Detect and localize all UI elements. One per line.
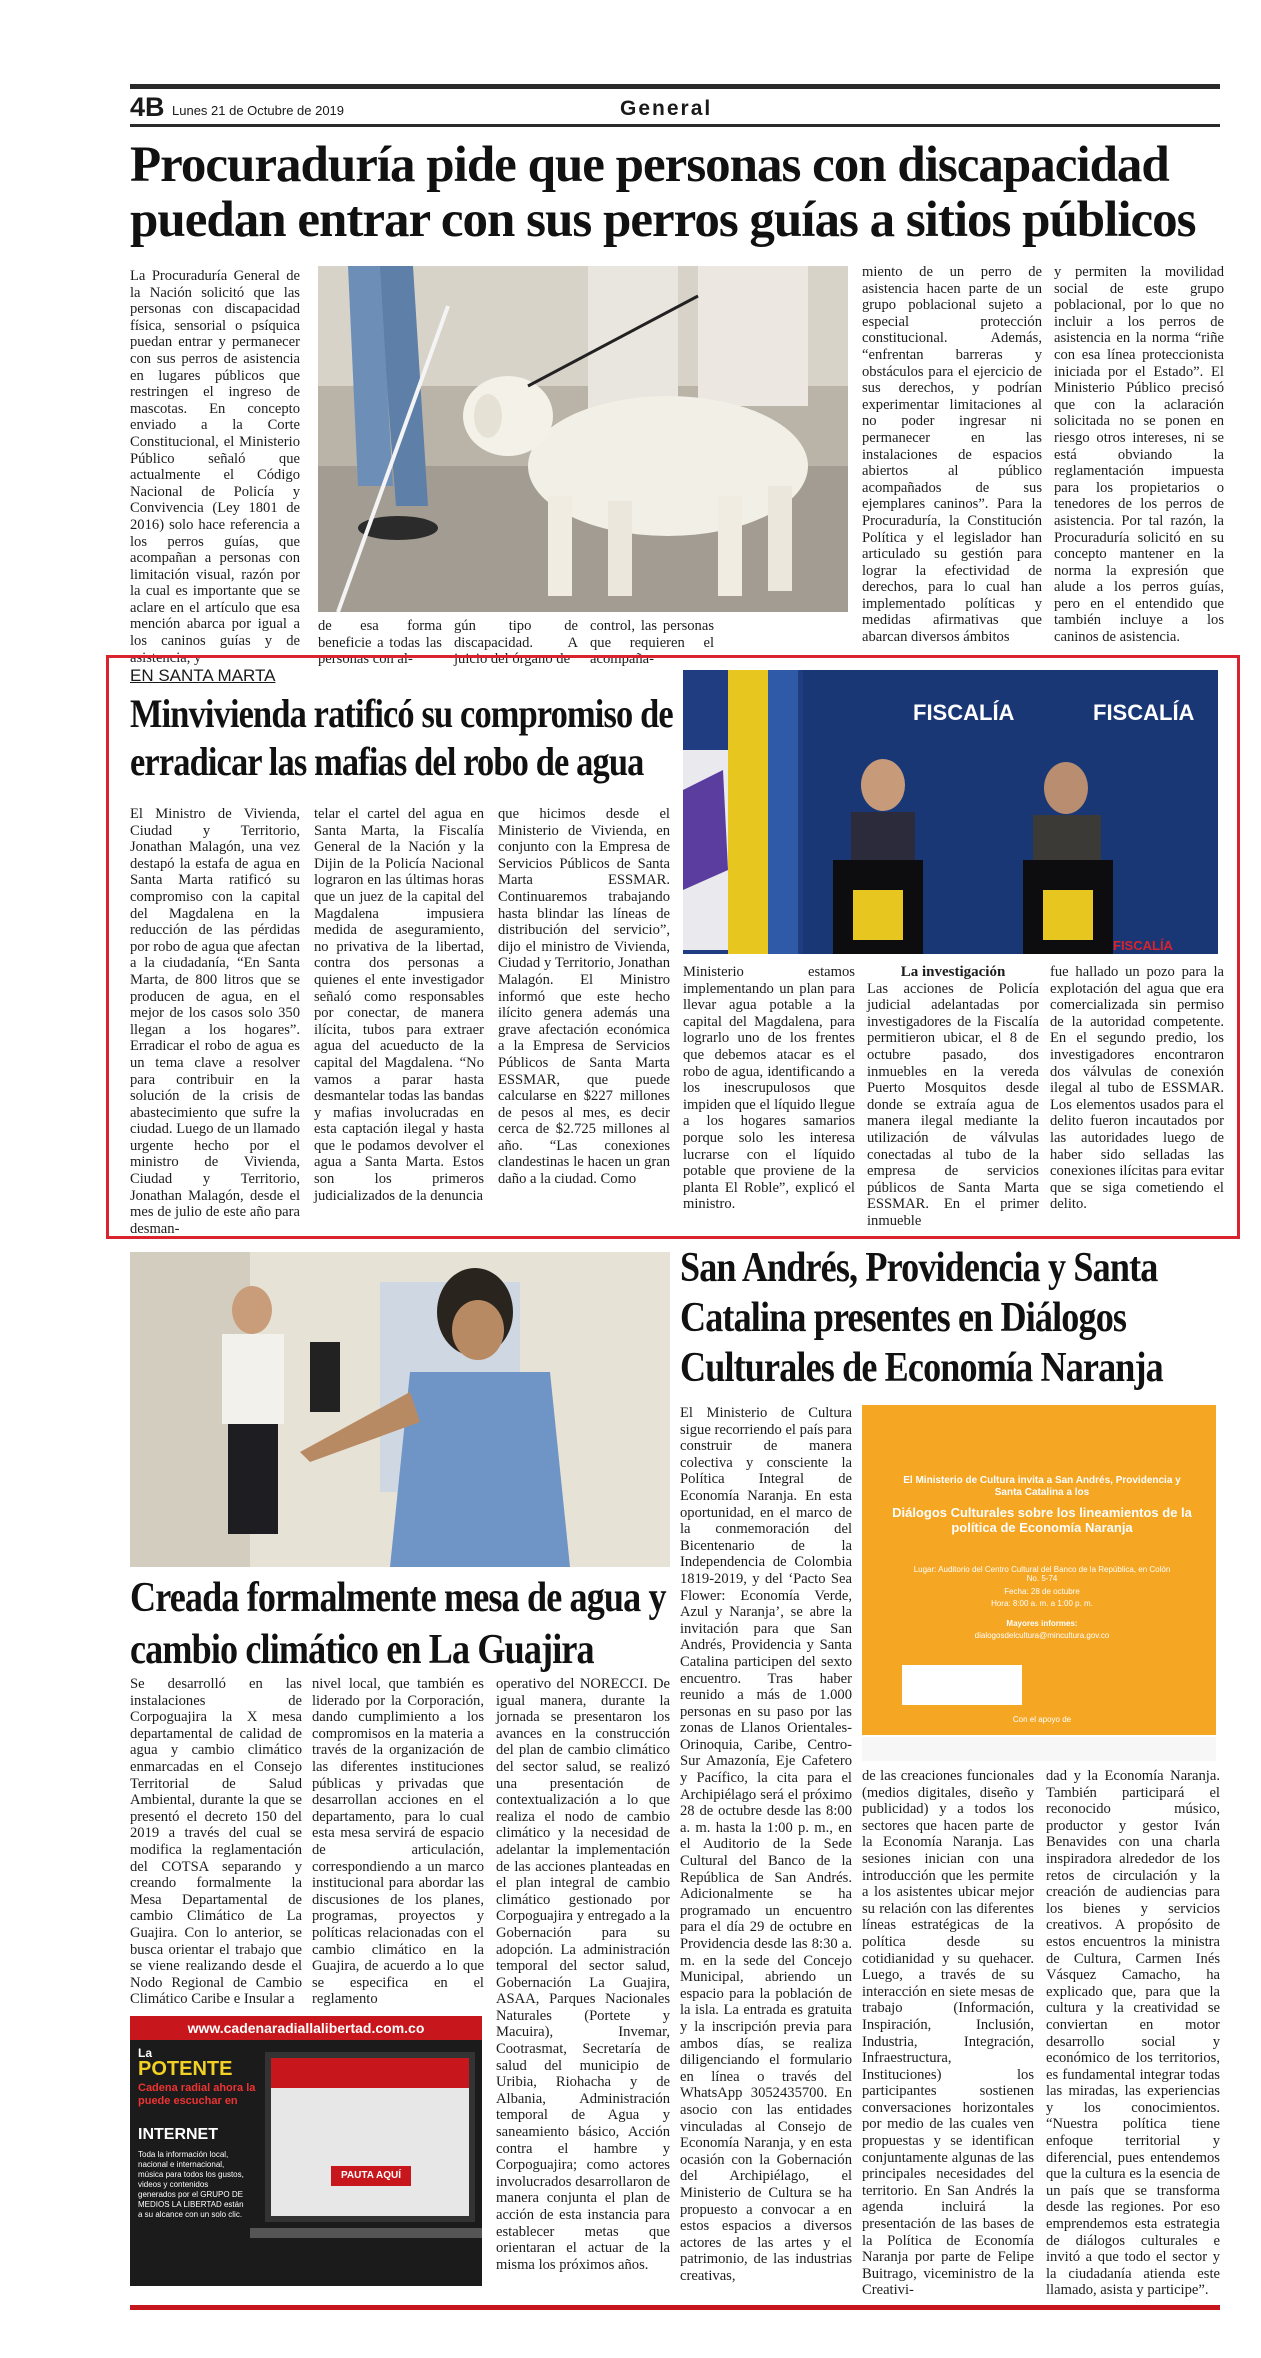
poster-support: Con el apoyo de (1012, 1715, 1072, 1724)
article4-column-1: Se desarrolló en las instalaciones de Corpoguajira la X mesa departamental de calidad de agua y cambio climático enmarcadas en el Consejo Territorial de Salud Ambiental, durante la que se presentó el decreto 150 del 2019 a través del cual se modifica la reglamentación del COTSA separando y creando formalmente la Mesa Departamental de cambio Climático de La Guajira. Con lo anterior, se busca orientar el trabajo que se viene realizando desde el Nodo Regional de Cambio Climático Caribe e Insular a (130, 1676, 302, 2008)
poster-title: Diálogos Culturales sobre los lineamientos de la política de Economía Naranja (892, 1505, 1192, 1535)
guide-dog-photo (318, 266, 848, 612)
guajira-meeting-photo (130, 1252, 670, 1567)
page-number: 4B (130, 92, 165, 122)
article3-headline: San Andrés, Providencia y Santa Catalina presentes en Diálogos Culturales de Economía Naranja (680, 1245, 1163, 1391)
poster-header: El Ministerio de Cultura invita a San Andrés, Providencia y Santa Catalina a los (903, 1475, 1181, 1498)
ad-url[interactable]: www.cadenaradiallalibertad.com.co (130, 2016, 482, 2040)
poster-info-label: Mayores informes: (1006, 1619, 1078, 1628)
ad-body: Toda la información local, nacional e internacional, música para todos los gustos, videos y contenidos generados por el GRUPO DE MEDIOS LA LIBERTAD están a su alcance con un solo clic. (138, 2150, 244, 2219)
issue-date: Lunes 21 de Octubre de 2019 (172, 103, 345, 118)
radio-ad[interactable] (130, 2016, 482, 2286)
ad-tag-4: INTERNET (138, 2126, 218, 2143)
poster-date: Fecha: 28 de octubre (1004, 1587, 1080, 1596)
section-name: General (620, 97, 713, 120)
photo-sign-left: FISCALÍA (913, 700, 1015, 725)
page-bottom-rule (130, 2305, 1220, 2310)
article2-column-2: telar el cartel del agua en Santa Marta, la Fiscalía General de la Nación y la Dijin de la Policía Nacional lograron en las últimas horas que un juez de la capital del Magdalena impusiera medida de aseguramiento, no privativa de la libertad, contra dos personas a quienes el ente investigador señaló como responsables por conectar, de manera ilícita, tubos para extraer agua del acueducto de la capital del Magdalena. “No vamos a parar hasta desmantelar todas las bandas y mafias involucradas en esta captación ilegal y hasta que le podamos devolver el agua a Santa Marta. Estos son los primeros judicializados de la denuncia (314, 806, 484, 1204)
article2-column-3: que hicimos desde el Ministerio de Vivienda, en conjunto con la Empresa de Servicios Públicos de Santa Marta ESSMAR. Continuaremos trabajando hasta blindar las líneas de distribución del servicio”, dijo el ministro de Vivienda, Ciudad y Territorio, Jonathan Malagón. El Ministro informó que este hecho ilícito genera además una grave afectación económica a la Empresa de Servicios Públicos de Santa Marta ESSMAR, que puede calcularse en $227 millones de pesos al mes, es decir cerca de $2.725 millones al año. “Las conexiones clandestinas le hacen un gran daño a la ciudad. Como (498, 806, 670, 1188)
podium-label: FISCALÍA (1113, 938, 1173, 953)
article1-headline: Procuraduría pide que personas con discapacidad puedan entrar con sus perros guías a sitios públicos (130, 137, 1196, 248)
photo-sign-right: FISCALÍA (1093, 700, 1195, 725)
article1-column-6: y permiten la movilidad social de este grupo poblacional, por lo que no incluir a los perros de asistencia en la norma “riñe con esa línea proteccionista iniciada por el Estado”. El Ministerio Público precisó que con la aclaración solicitada no se ponen en riesgo otros intereses, ni se está obviando la reglamentación impuesta para los propietarios o tenedores de los perros de asistencia. Por tal razón, la Procuraduría solicitó en su concepto mantener en la norma la expresión que alude a los perros guías, pero en el entendido que también incluye a los caninos de asistencia. (1054, 264, 1224, 646)
article2-column-1: El Ministro de Vivienda, Ciudad y Territorio, Jonathan Malagón, una vez destapó la estafa de agua en Santa Marta ratificó su compromiso con la capital del Magdalena en la reducción de las pérdidas por robo de agua que afectan a la ciudadanía, “En Santa Marta, de 800 litros que se producen de agua, en el mejor de los casos solo 350 llegan a los hogares”. Erradicar el robo de agua es un tema clave a resolver para contribuir en la solución de la crisis de abastecimiento que sufre la ciudad. Luego de un llamado urgente hecho por el ministro de Vivienda, Ciudad y Territorio, Jonathan Malagón, desde el mes de julio de este año para desman- (130, 806, 300, 1237)
article3-column-3: dad y la Economía Naranja. También participará el reconocido músico, productor y gestor Iván Benavides con una charla inspiradora alrededor de los retos de circulación y la creación de audiencias para los bienes y servicios creativos. A propósito de estos encuentros la ministra de Cultura, Carmen Inés Vásquez Camacho, ha explicado que, para que la cultura y la creatividad se conviertan en motor desarrollo social y económico de los territorios, es fundamental integrar todas las miradas, las experiencias y los conocimientos. “Nuestra política tiene enfoque territorial y diferencial, pues entendemos que la cultura es la esencia de un país que se transforma desde las regiones. Por eso emprendemos esta estrategia de diálogos culturales e invitó a que todo el sector y la ciudadanía atienda este llamado, asista y participe”. (1046, 1768, 1220, 2299)
article1-column-4: control, las personas que requieren el acompaña- (590, 618, 714, 668)
article2-headline: Minvivienda ratificó su compromiso de erradicar las mafias del robo de agua (130, 691, 673, 784)
poster-time: Hora: 8:00 a. m. a 1:00 p. m. (991, 1599, 1093, 1608)
article1-column-2: de esa forma beneficie a todas las personas con al- (318, 618, 442, 668)
press-conference-photo (683, 670, 1218, 954)
article1-column-5: miento de un perro de asistencia hacen parte de un grupo poblacional sujeto a especial protección constitucional. Además, “enfrentan barreras y obstáculos para el ejercicio de sus derechos, y podrían experimentar limitaciones al no poder ingresar ni permanecer en las instalaciones de espacios abiertos al público acompañados de sus ejemplares caninos”. Para la Procuraduría, la Constitución Política y el legislador han articulado su gestión para lograr la efectividad de derechos, para lo cual han implementado políticas y medidas afirmativas que abarcan diversos ámbitos (862, 264, 1042, 646)
ad-tag-1: La (138, 2046, 153, 2060)
article2-subhead: La investigación (900, 964, 1006, 980)
masthead-bottom-rule (130, 124, 1220, 127)
ad-tag-3: Cadena radial ahora la puede escuchar en (138, 2082, 256, 2107)
laptop-screen (265, 2052, 475, 2222)
masthead-top-rule (130, 84, 1220, 89)
article2-column-6: fue hallado un pozo para la explotación del agua que era comercializada sin permiso de la autoridad competente. En el segundo predio, los investigadores encontraron dos válvulas de conexión ilegal al tubo de ESSMAR. Los elementos usados para el delito fueron incautados por las autoridades luego de haber sido selladas las conexiones ilícitas para evitar que se siga cometiendo el delito. (1050, 964, 1224, 1213)
article2-column-5: La investigación Las acciones de Policía judicial adelantadas por investigadores de la Fiscalía permitieron ubicar, el 8 de octubre pasado, dos inmuebles en la vereda Puerto Mosquitos desde donde se extraía agua de manera ilegal mediante la utilización de válvulas conectadas al tubo de la empresa de servicios públicos de Santa Marta ESSMAR. En el primer inmueble (867, 964, 1039, 1229)
article1-column-3: gún tipo de discapacidad. A juicio del órgano de (454, 618, 578, 668)
ad-pauta: PAUTA AQUÍ (331, 2166, 411, 2186)
article1-column-1: La Procuraduría General de la Nación solicitó que las personas con discapacidad física, sensorial o psíquica puedan entrar y permanecer con sus perros de asistencia en lugares públicos que restringen el ingreso de mascotas. En concepto enviado a la Corte Constitucional, el Ministerio Público señaló que actualmente el Código Nacional de Policía y Convivencia (Ley 1801 de 2016) solo hace referencia a los perros guías, que acompañan a personas con limitación visual, razón por la cual es importante que se aclare en el artículo que esa mención abarca por igual a los caninos guías y de asistencia, y (130, 268, 300, 666)
article2-kicker: EN SANTA MARTA (130, 666, 276, 685)
poster-contact-box (902, 1665, 1022, 1705)
article3-column-2: de las creaciones funcionales (medios digitales, diseño y publicidad) y a todos los sectores que hacen parte de la Economía Naranja. Las sesiones inician con una introducción que les permite a los asistentes ubicar mejor su relación con las diferentes líneas estratégicas de la política desde su cotidianidad y su quehacer. Luego, a través de su interacción en siete mesas de trabajo (Información, Inspiración, Inclusión, Industria, Integración, Infraestructura, Instituciones) los participantes sostienen conversaciones horizontales por medio de las cuales ven propuestas y se identifican conjuntamente algunas de las principales necesidades del territorio. En San Andrés la agenda incluirá la presentación de las bases de la Política de Economía Naranja por parte de Felipe Buitrago, viceministro de la Creativi- (862, 1768, 1034, 2299)
event-poster (862, 1405, 1216, 1735)
article3-column-1: El Ministerio de Cultura sigue recorriendo el país para construir de manera colectiva y consciente la Política Integral de Economía Naranja. En esta oportunidad, en el marco de la conmemoración del Bicentenario de la Independencia de Colombia 1819-2019, y del ‘Pacto Sea Flower: Economía Verde, Azul y Naranja’, se abre la invitación para que San Andrés, Providencia y Santa Catalina participen del sexto encuentro. Tras haber reunido a más de 1.000 personas en su paso por las zonas de Llanos Orientales-Orinoquia, Caribe, Centro-Sur Amazonía, Eje Cafetero y Pacífico, la cita para el Archipiélago será el próximo 28 de octubre desde las 8:00 a. m. hasta la 1:00 p. m., en el Auditorio de la Sede Cultural del Banco de la República de San Andrés. Adicionalmente se ha programado un encuentro para el día 29 de octubre en Providencia desde las 8:30 a. m. en la sede del Concejo Municipal, abriendo un espacio para la población de la isla. La entrada es gratuita y la inscripción previa para ambos días, se realiza diligenciando el formulario en línea o través del WhatsApp 3052435700. En asocio con las entidades vinculadas al Consejo de Economía Naranja, y en esta ocasión con la Gobernación del Archipiélago, el Ministerio de Cultura se ha propuesto a convocar a en estos espacios a diversos actores de las artes y el patrimonio, de las industrias creativas, (680, 1405, 852, 2284)
poster-place: Lugar: Auditorio del Centro Cultural del Banco de la República, en Colón No. 5-74 (913, 1565, 1171, 1583)
poster-logo-strip (862, 1737, 1216, 1761)
article2-column-4: Ministerio estamos implementando un plan para llevar agua potable a la capital del Magdalena, para lograrlo uno de los frentes que debemos atacar es el robo de agua, identificando a los inescrupulosos que impiden que el líquido llegue a los hogares samarios porque solo les interesa lucrarse con el líquido potable que proviene de la planta El Roble”, explicó el ministro. (683, 964, 855, 1213)
article4-headline: Creada formalmente mesa de agua y cambio climático en La Guajira (130, 1575, 666, 1673)
ad-tag-2: POTENTE (138, 2058, 233, 2080)
laptop-base (250, 2228, 482, 2238)
article4-column-3: operativo del NORECCI. De igual manera, durante la jornada se presentaron los avances en la construcción del plan de cambio climático del sector salud, se realizó una presentación de contextualización a lo que realiza el nodo de cambio climático y la necesidad de adelantar la implementación de las acciones planteadas en el plan integral de cambio climático gestionado por Corpoguajira y entregado a la Gobernación para su adopción. La administración temporal del sector salud, Gobernación La Guajira, ASAA, Parques Nacionales Naturales (Portete y Macuira), Invemar, Cootrasmat, Secretaría de salud del municipio de Uribia, Riohacha y de Albania, Administración temporal de Agua y saneamiento básico, Acción contra el hambre y Corpoguajira; como actores involucrados desarrollaron de manera conjunta el plan de acción de esta instancia para establecer metas que orientaran el actuar de la misma los próximos años. (496, 1676, 670, 2273)
article4-column-2: nivel local, que también es liderado por la Corporación, dando cumplimiento a los compromisos en la materia a través de la organización de las diferentes instituciones públicas y privadas que desarrollan acciones en el departamento, para lo cual esta mesa servirá de espacio de articulación, correspondiendo a un marco institucional para abordar las discusiones de los planes, programas, proyectos y políticas relacionadas con el cambio climático en la Guajira, de acuerdo a lo que se especifica en el reglamento (312, 1676, 484, 2008)
poster-email[interactable]: dialogosdelcultura@mincultura.gov.co (974, 1631, 1110, 1640)
